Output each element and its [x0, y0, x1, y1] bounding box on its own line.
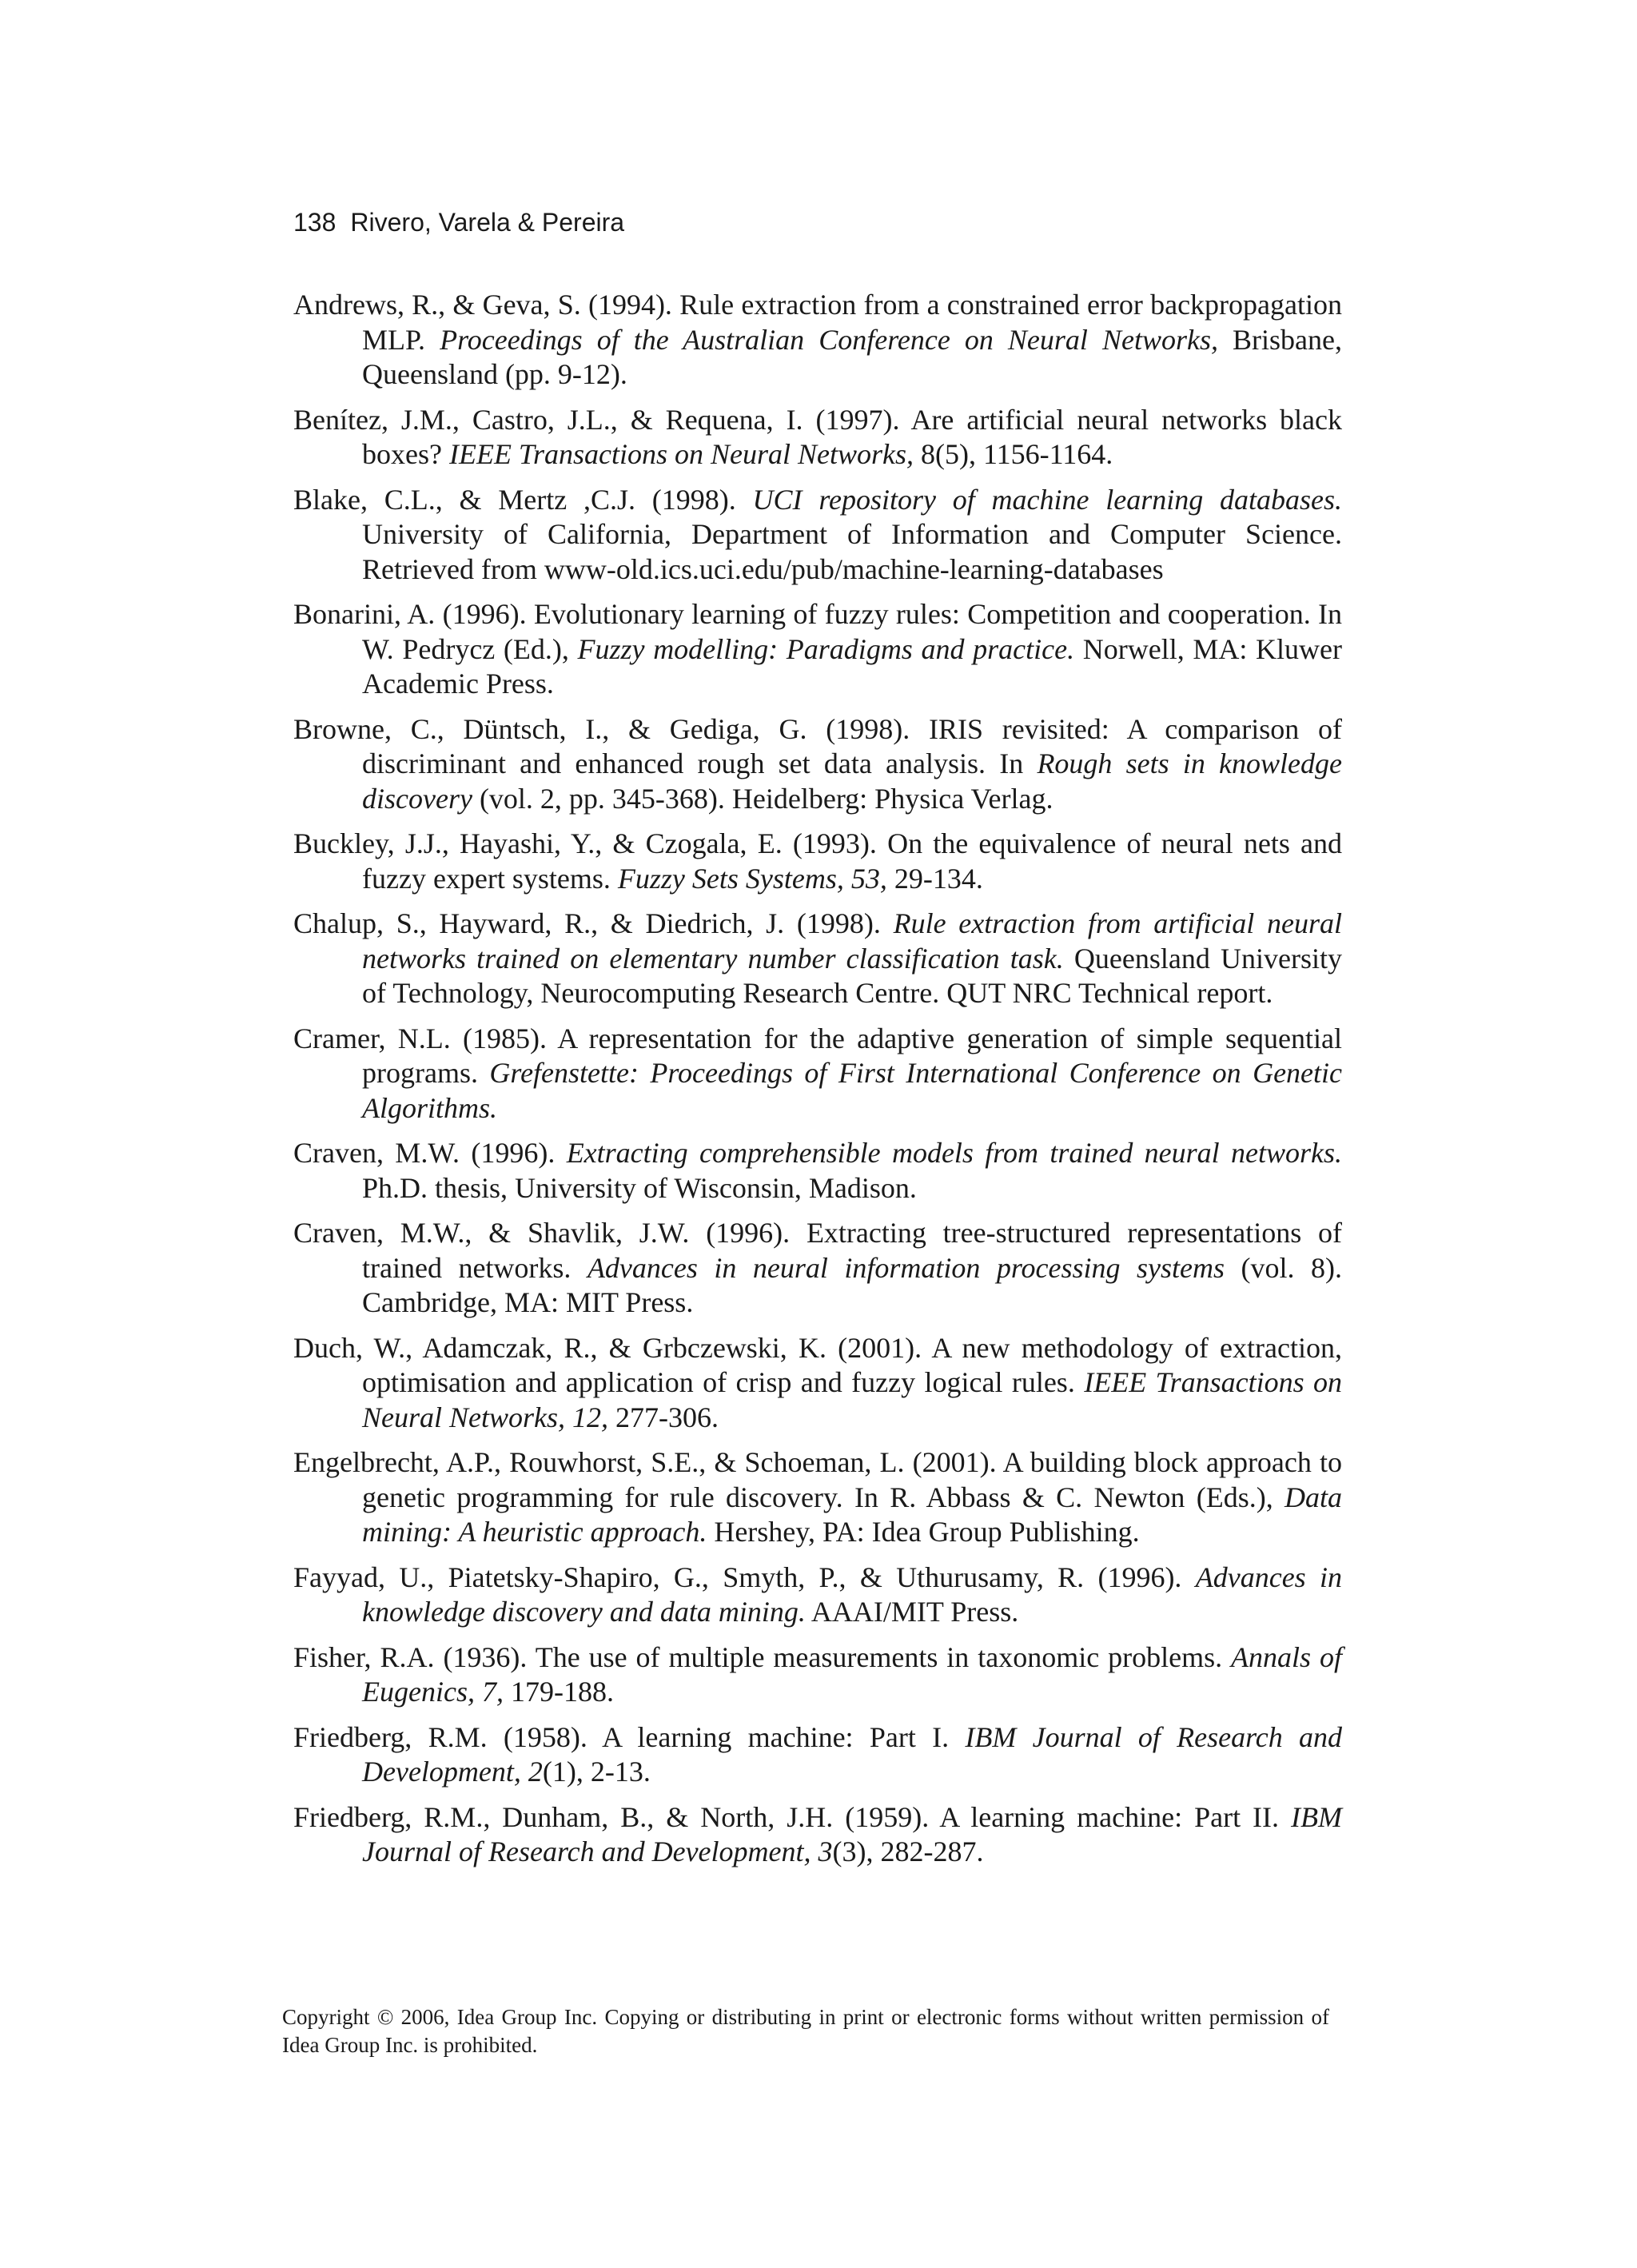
reference-entry: Duch, W., Adamczak, R., & Grbczewski, K. (2001). A new methodology of extraction, optimisation and application of crisp and fuzzy logical rules. IEEE Transactions on Neural Networks, 12, 277-306. [293, 1331, 1342, 1433]
reference-entry: Bonarini, A. (1996). Evolutionary learning of fuzzy rules: Competition and cooperation. In W. Pedrycz (Ed.), Fuzzy modelling: Paradigms and practice. Norwell, MA: Kluwer Academic Press. [293, 598, 1342, 700]
reference-entry: Buckley, J.J., Hayashi, Y., & Czogala, E. (1993). On the equivalence of neural nets and fuzzy expert systems. Fuzzy Sets Systems, 53, 29-134. [293, 827, 1342, 895]
copyright-notice: Copyright © 2006, Idea Group Inc. Copying or distributing in print or electronic forms without written permission of Idea Group Inc. is prohibited. [282, 2005, 1329, 2057]
reference-entry: Chalup, S., Hayward, R., & Diedrich, J. (1998). Rule extraction from artificial neural networks trained on elementary number classification task. Queensland University of Technology, Neurocomputing Research Centre. QUT NRC Technical report. [293, 907, 1342, 1009]
reference-entry: Friedberg, R.M. (1958). A learning machine: Part I. IBM Journal of Research and Development, 2(1), 2-13. [293, 1720, 1343, 1788]
reference-entry: Friedberg, R.M., Dunham, B., & North, J.H. (1959). A learning machine: Part II. IBM Journal of Research and Development, 3(3), 282-287. [293, 1800, 1342, 1867]
running-title: Rivero, Varela & Pereira [350, 208, 625, 237]
reference-entry: Blake, C.L., & Mertz ,C.J. (1998). UCI repository of machine learning databases. University of California, Department of Information and Computer Science. Retrieved from www-old.ics.uci.edu/pub/machine-learning-databases [293, 483, 1342, 585]
reference-entry: Browne, C., Düntsch, I., & Gediga, G. (1998). IRIS revisited: A comparison of discriminant and enhanced rough set data analysis. In Rough sets in knowledge discovery (vol. 2, pp. 345-368). Heidelberg: Physica Verlag. [293, 712, 1343, 815]
reference-entry: Benítez, J.M., Castro, J.L., & Requena, I. (1997). Are artificial neural networks black boxes? IEEE Transactions on Neural Networks, 8(5), 1156-1164. [293, 403, 1342, 470]
reference-entry: Cramer, N.L. (1985). A representation for the adaptive generation of simple sequential programs. Grefenstette: Proceedings of First International Conference on Genetic Algorithms. [293, 1022, 1343, 1124]
reference-entry: Fayyad, U., Piatetsky-Shapiro, G., Smyth, P., & Uthurusamy, R. (1996). Advances in knowledge discovery and data mining. AAAI/MIT Press. [293, 1560, 1342, 1628]
reference-entry: Fisher, R.A. (1936). The use of multiple measurements in taxonomic problems. Annals of Eugenics, 7, 179-188. [293, 1640, 1342, 1708]
reference-list [293, 288, 1342, 1880]
page-number: 138 [293, 208, 337, 237]
reference-entry: Craven, M.W. (1996). Extracting comprehensible models from trained neural networks. Ph.D. thesis, University of Wisconsin, Madison. [293, 1137, 1342, 1204]
reference-entry: Engelbrecht, A.P., Rouwhorst, S.E., & Schoeman, L. (2001). A building block approach to genetic programming for rule discovery. In R. Abbass & C. Newton (Eds.), Data mining: A heuristic approach. Hershey, PA: Idea Group Publishing. [293, 1446, 1342, 1548]
reference-entry: Craven, M.W., & Shavlik, J.W. (1996). Extracting tree-structured representations of trained networks. Advances in neural information processing systems (vol. 8). Cambridge, MA: MIT Press. [293, 1217, 1342, 1318]
reference-entry: Andrews, R., & Geva, S. (1994). Rule extraction from a constrained error backpropagation MLP. Proceedings of the Australian Conference on Neural Networks, Brisbane, Queensland (pp. 9-12). [293, 289, 1342, 390]
running-head [293, 206, 624, 238]
